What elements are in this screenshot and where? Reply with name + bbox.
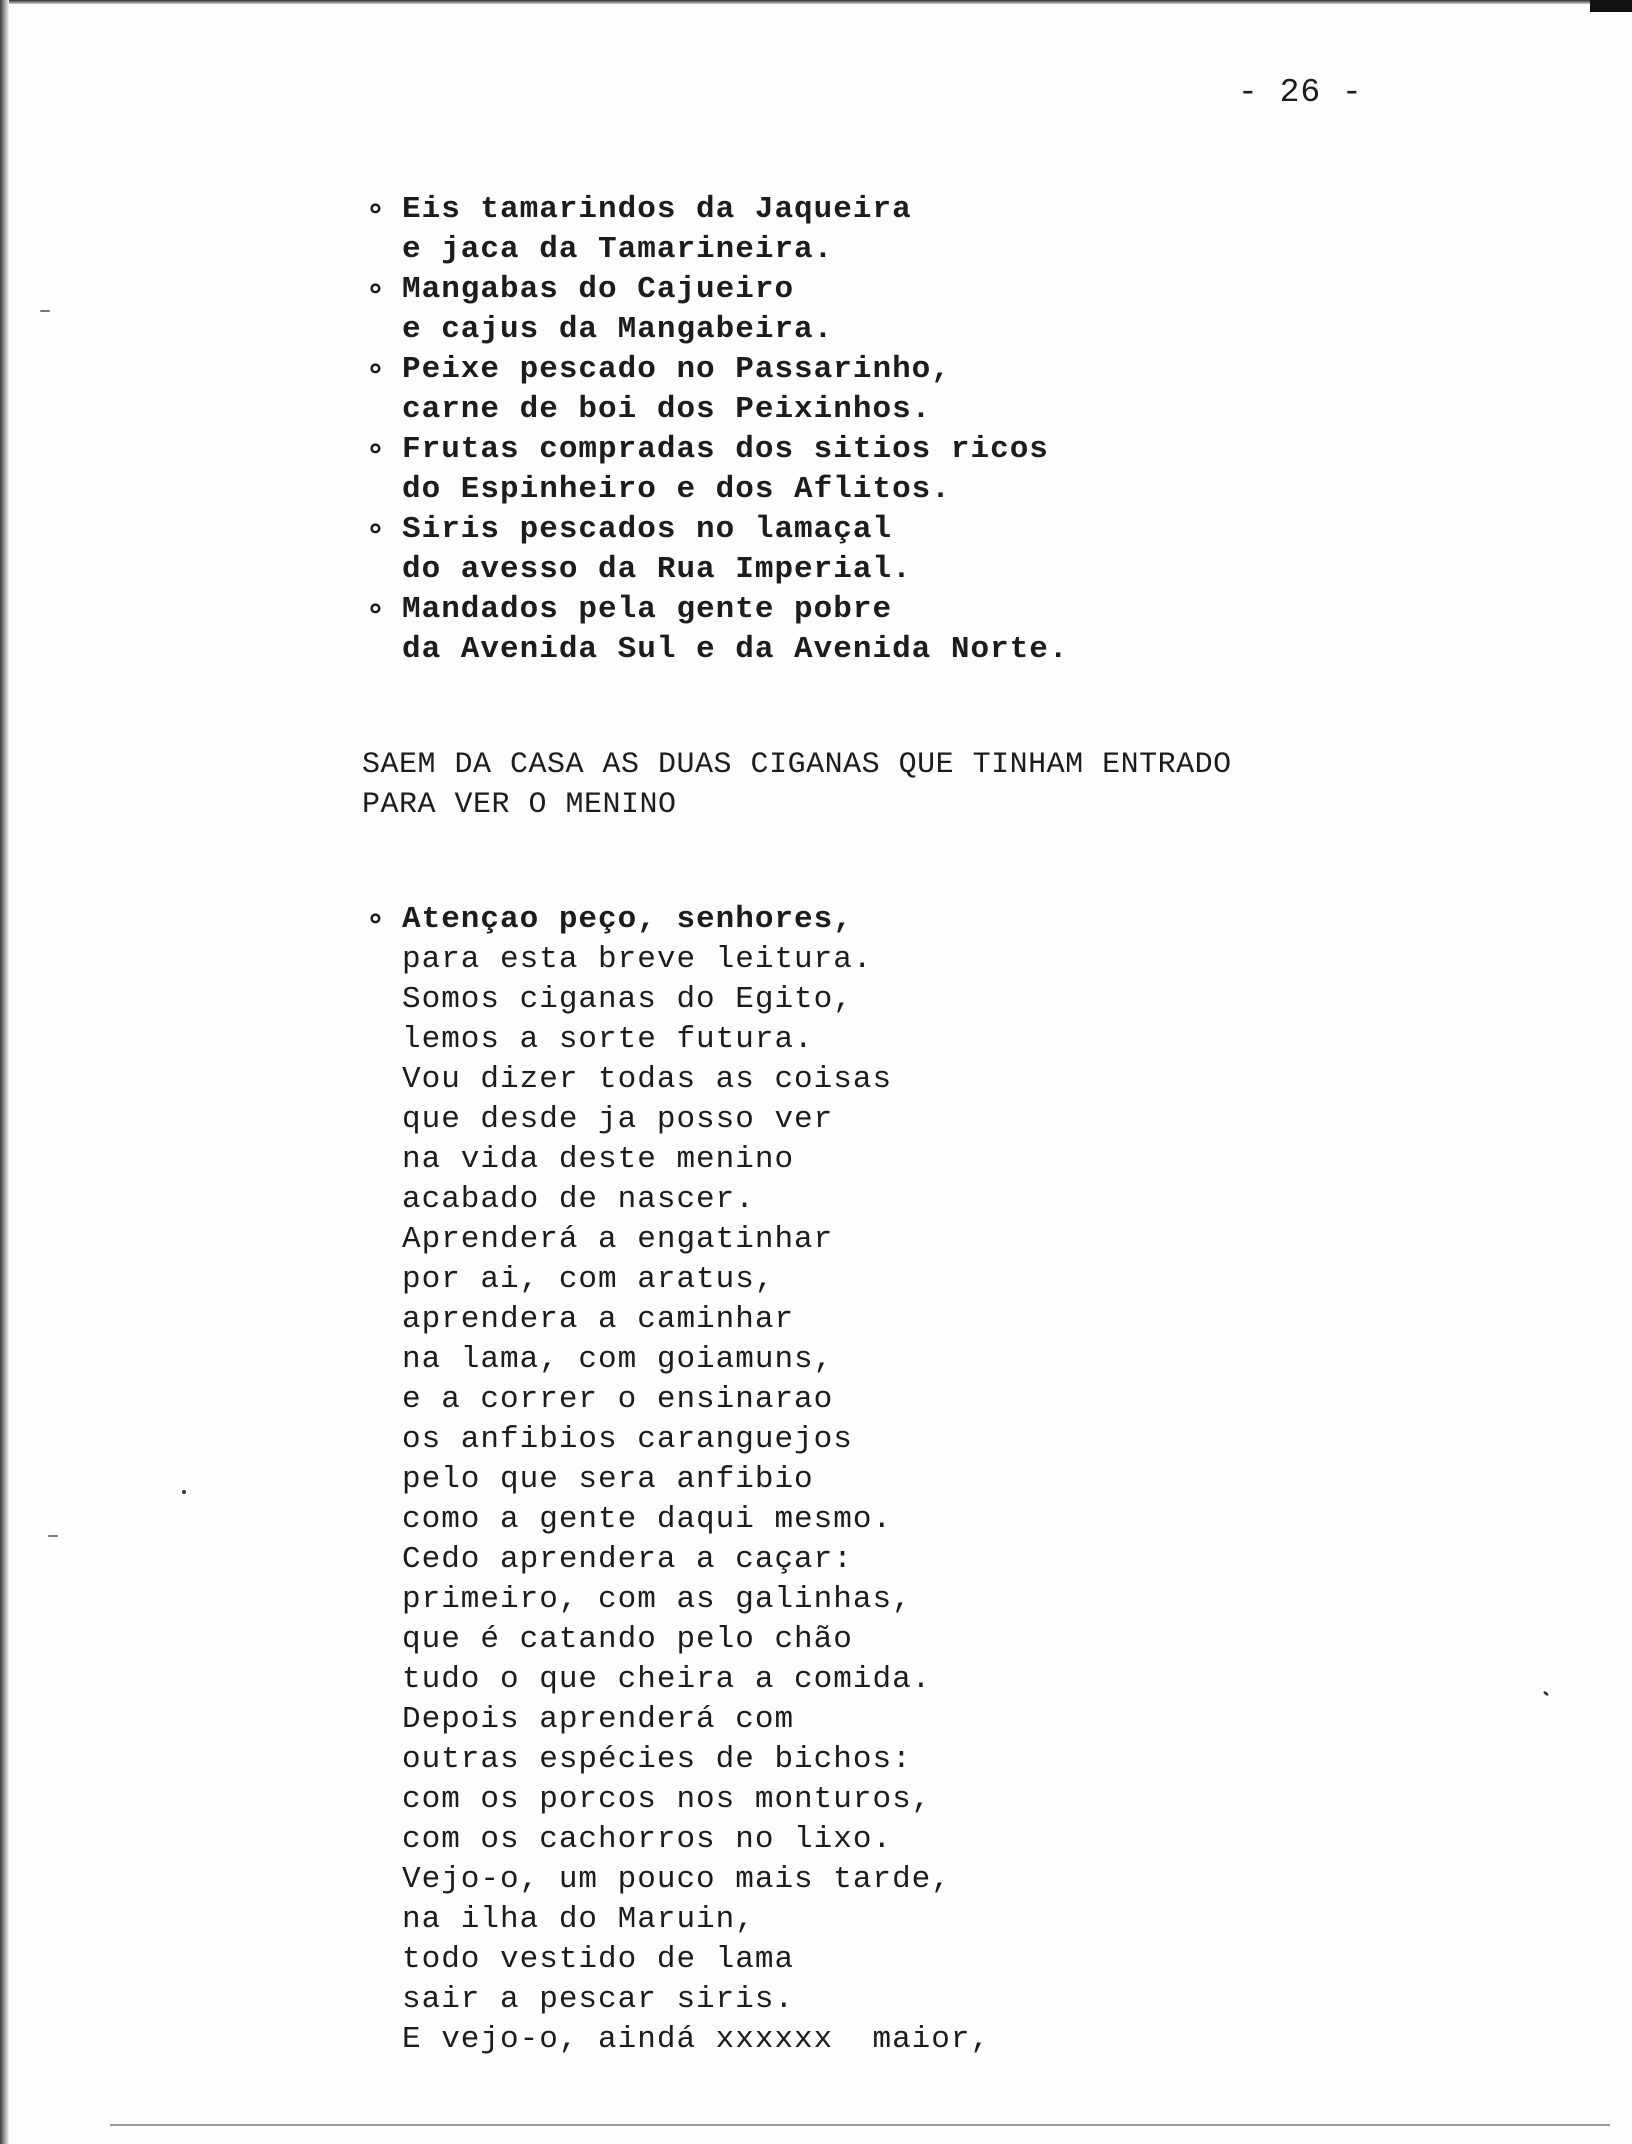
stanza-line: e cajus da Mangabeira. bbox=[402, 312, 834, 347]
speech-line: Depois aprenderá com bbox=[402, 1702, 795, 1737]
speech-line: para esta breve leitura. bbox=[402, 942, 873, 977]
speech-line: sair a pescar siris. bbox=[402, 1982, 795, 2017]
stanza-line: Peixe pescado no Passarinho, bbox=[402, 352, 951, 387]
speech-line: Somos ciganas do Egito, bbox=[402, 982, 853, 1017]
scan-speck bbox=[40, 310, 50, 312]
stanza-line: Mangabas do Cajueiro bbox=[402, 272, 795, 307]
stanza-bullet: ∘ bbox=[366, 594, 385, 629]
stanza-bullet: ∘ bbox=[366, 514, 385, 549]
speech-line: com os porcos nos monturos, bbox=[402, 1782, 932, 1817]
page-top-edge bbox=[0, 0, 1632, 4]
stanza-line: Frutas compradas dos sitios ricos bbox=[402, 432, 1049, 467]
speech-line: na lama, com goiamuns, bbox=[402, 1342, 834, 1377]
stanza-bullet: ∘ bbox=[366, 434, 385, 469]
speech-line: Vou dizer todas as coisas bbox=[402, 1062, 893, 1097]
speech-line: todo vestido de lama bbox=[402, 1942, 795, 1977]
scan-speck bbox=[1543, 1690, 1550, 1696]
corner-mark bbox=[1590, 0, 1632, 12]
speech-line: outras espécies de bichos: bbox=[402, 1742, 912, 1777]
speech-line: e a correr o ensinarao bbox=[402, 1382, 834, 1417]
speech-line: que é catando pelo chão bbox=[402, 1622, 853, 1657]
stage-direction-line: PARA VER O MENINO bbox=[362, 788, 677, 822]
speech-line: E vejo-o, aindá xxxxxx maior, bbox=[402, 2022, 991, 2057]
stanza-bullet: ∘ bbox=[366, 274, 385, 309]
speech-line: lemos a sorte futura. bbox=[402, 1022, 814, 1057]
stanza-line: e jaca da Tamarineira. bbox=[402, 232, 834, 267]
speech-line: Cedo aprendera a caçar: bbox=[402, 1542, 853, 1577]
stanza-line: do avesso da Rua Imperial. bbox=[402, 552, 912, 587]
stanza-line: Mandados pela gente pobre bbox=[402, 592, 893, 627]
speech-line: pelo que sera anfibio bbox=[402, 1462, 814, 1497]
stanza-bullet: ∘ bbox=[366, 354, 385, 389]
stage-direction-line: SAEM DA CASA AS DUAS CIGANAS QUE TINHAM ENTRADO bbox=[362, 748, 1232, 782]
stanza-line: da Avenida Sul e da Avenida Norte. bbox=[402, 632, 1069, 667]
stanza-line: do Espinheiro e dos Aflitos. bbox=[402, 472, 951, 507]
speech-bullet: ∘ bbox=[366, 904, 385, 939]
speech-line: como a gente daqui mesmo. bbox=[402, 1502, 893, 1537]
speech-line: tudo o que cheira a comida. bbox=[402, 1662, 932, 1697]
stanza-line: Eis tamarindos da Jaqueira bbox=[402, 192, 912, 227]
scan-speck bbox=[48, 1535, 58, 1537]
speech-line: Aprenderá a engatinhar bbox=[402, 1222, 834, 1257]
stanza-bullet: ∘ bbox=[366, 194, 385, 229]
speech-line: por ai, com aratus, bbox=[402, 1262, 775, 1297]
page-left-edge bbox=[0, 0, 9, 2144]
speech-line: Atençao peço, senhores, bbox=[402, 902, 853, 937]
page-number: - 26 - bbox=[1238, 74, 1363, 111]
stanza-line: carne de boi dos Peixinhos. bbox=[402, 392, 932, 427]
speech-line: os anfibios caranguejos bbox=[402, 1422, 853, 1457]
speech-line: que desde ja posso ver bbox=[402, 1102, 834, 1137]
speech-line: aprendera a caminhar bbox=[402, 1302, 795, 1337]
speech-line: acabado de nascer. bbox=[402, 1182, 755, 1217]
scan-speck bbox=[182, 1490, 186, 1494]
speech-line: com os cachorros no lixo. bbox=[402, 1822, 893, 1857]
speech-line: primeiro, com as galinhas, bbox=[402, 1582, 912, 1617]
speech-line: Vejo-o, um pouco mais tarde, bbox=[402, 1862, 951, 1897]
page-bottom-edge bbox=[110, 2124, 1610, 2126]
speech-line: na vida deste menino bbox=[402, 1142, 795, 1177]
stanza-line: Siris pescados no lamaçal bbox=[402, 512, 893, 547]
speech-line: na ilha do Maruin, bbox=[402, 1902, 755, 1937]
